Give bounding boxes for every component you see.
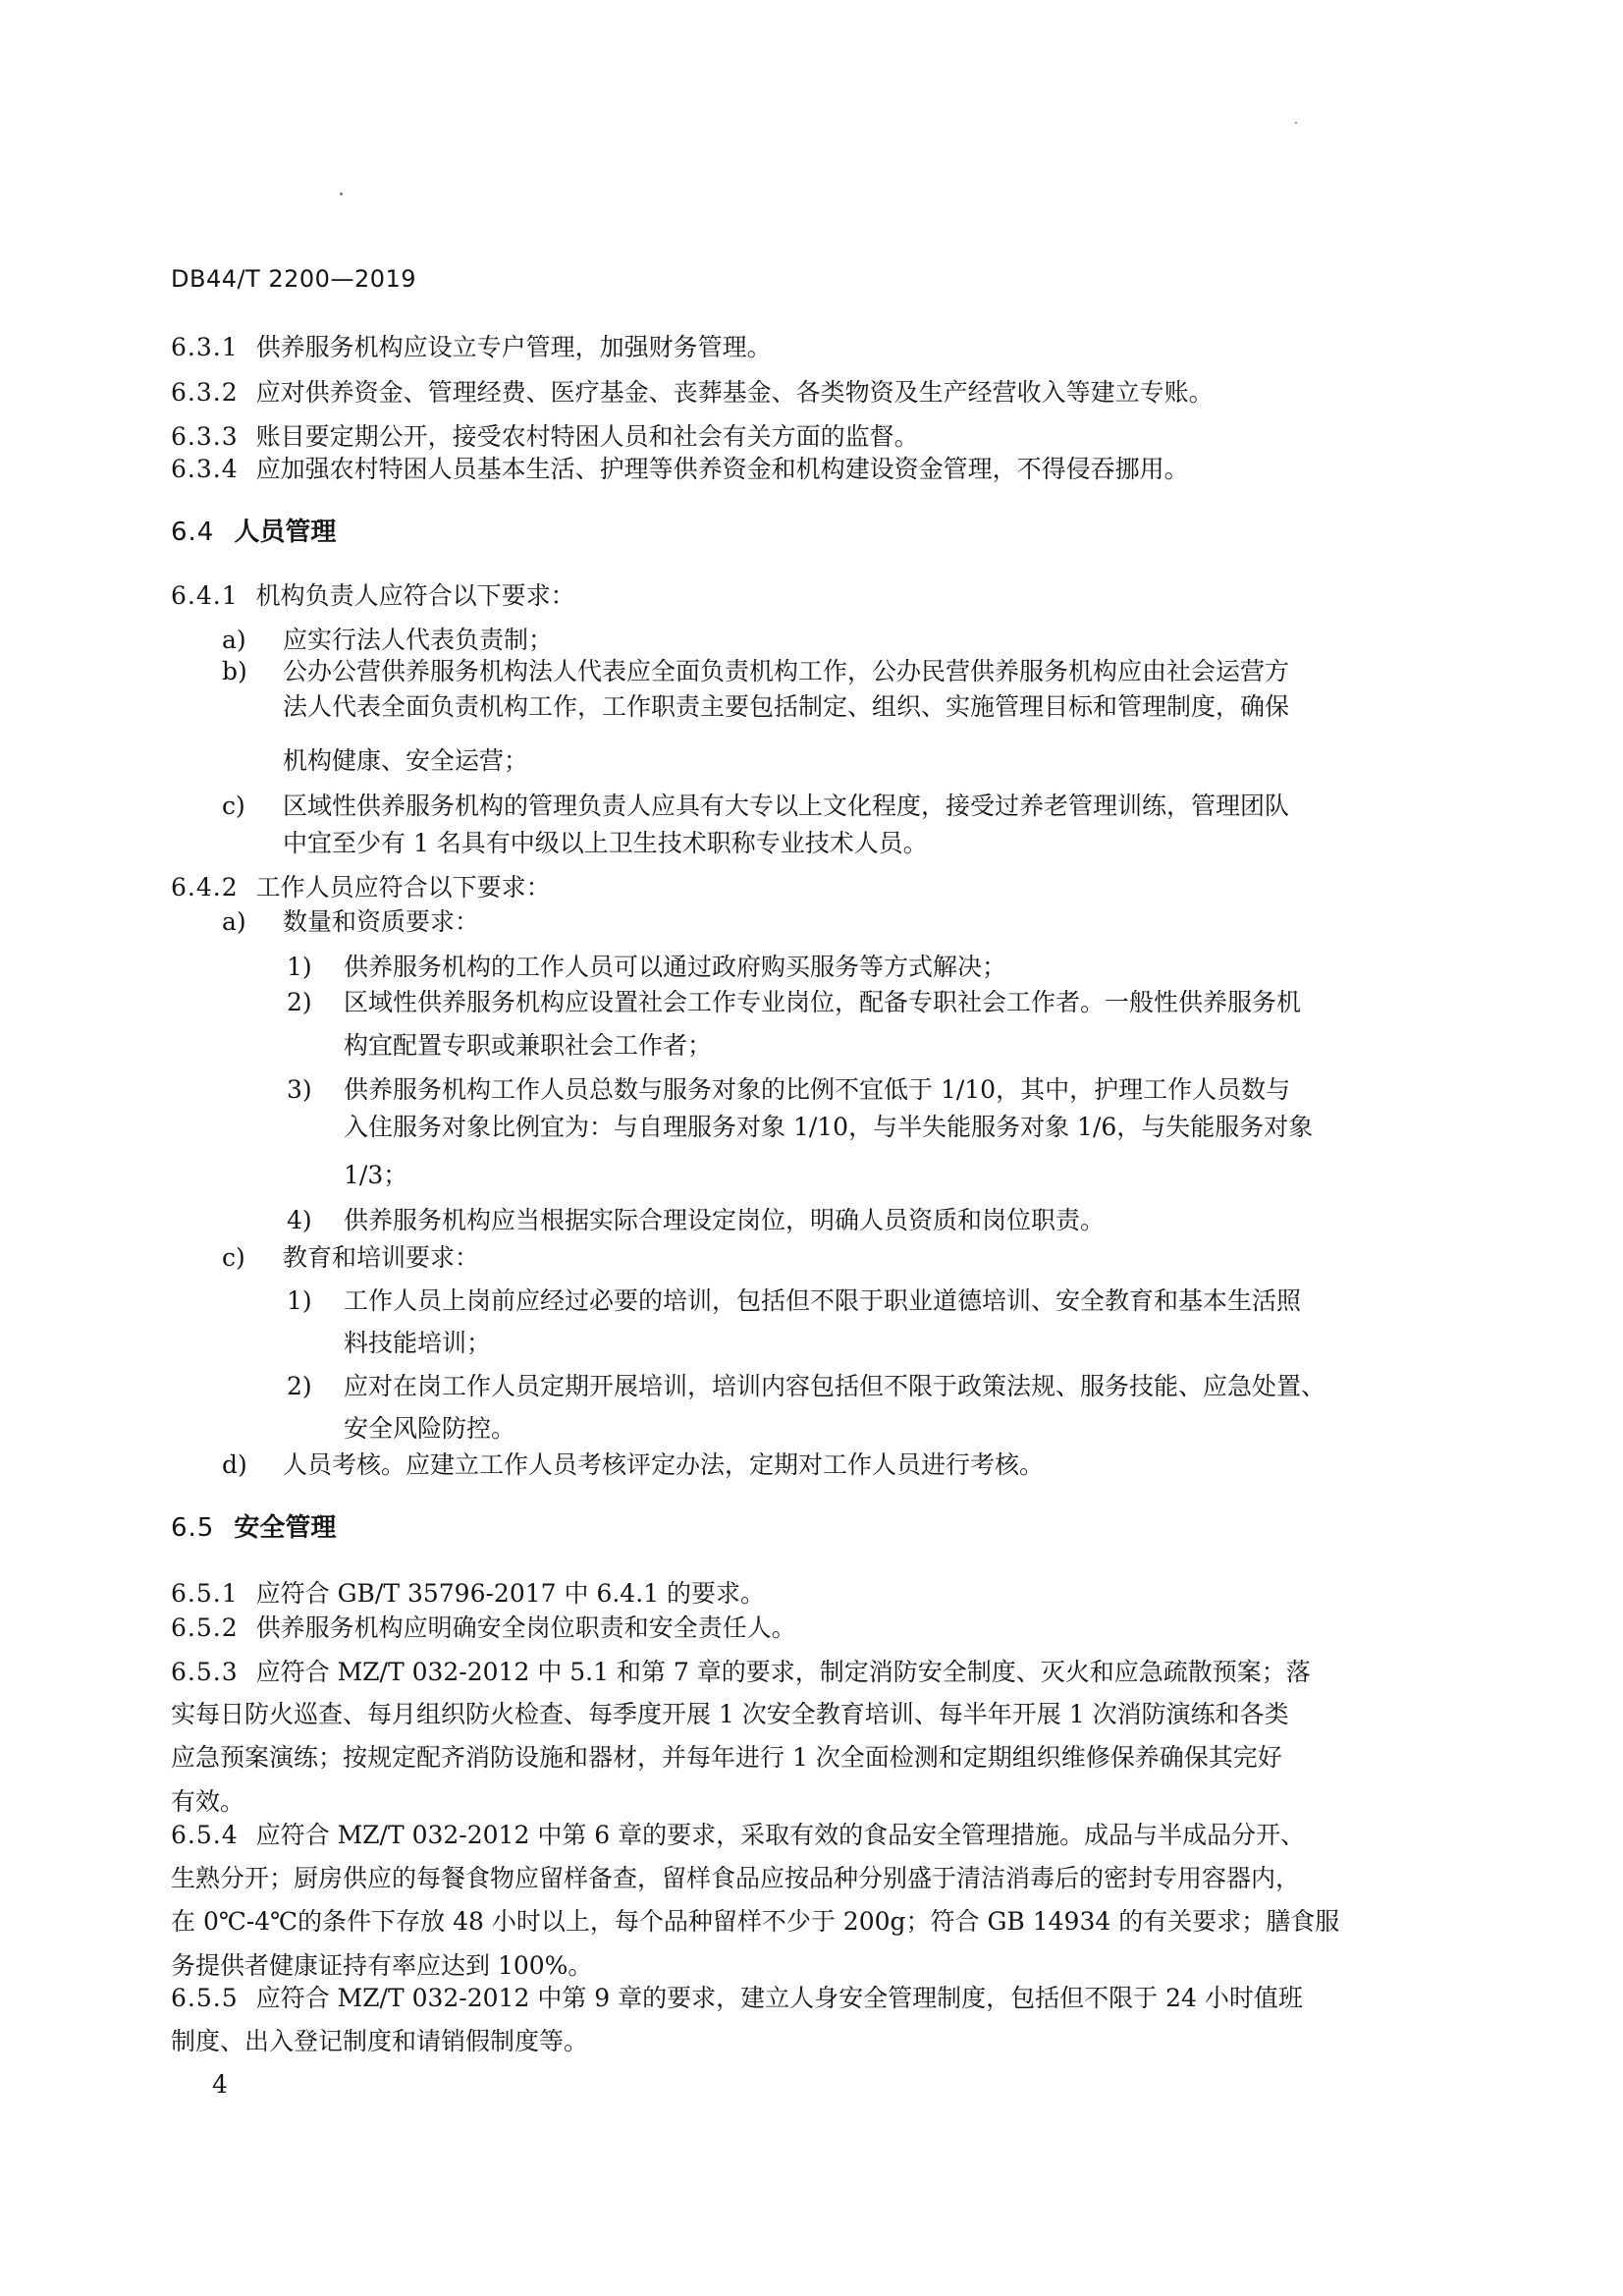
section-number: 6.5 xyxy=(171,1513,215,1543)
clause-6-3-1 xyxy=(171,333,772,362)
list-item-text: 中宜至少有 1 名具有中级以上卫生技术职称专业技术人员。 xyxy=(283,829,928,857)
clause-number: 6.4.2 xyxy=(171,873,239,902)
document-id-header: DB44/T 2200—2019 xyxy=(171,265,417,293)
sub-list-marker: 2) xyxy=(287,1372,312,1400)
clause-number: 6.5.1 xyxy=(171,1579,239,1608)
clause-6-5-1 xyxy=(171,1579,765,1609)
clause-number: 6.3.3 xyxy=(171,422,239,451)
clause-number: 6.3.1 xyxy=(171,333,239,361)
sub-list-item-text: 安全风险防控。 xyxy=(344,1414,516,1443)
list-item-text: 法人代表全面负责机构工作，工作职责主要包括制定、组织、实施管理目标和管理制度，确保 xyxy=(283,692,1290,721)
sub-list-item-text: 工作人员上岗前应经过必要的培训，包括但不限于职业道德培训、安全教育和基本生活照 xyxy=(344,1286,1302,1315)
list-marker: c) xyxy=(222,792,245,820)
page-number: 4 xyxy=(212,2070,228,2099)
sub-list-marker: 1) xyxy=(287,953,312,981)
clause-text: 应对供养资金、管理经费、医疗基金、丧葬基金、各类物资及生产经营收入等建立专账。 xyxy=(255,378,1214,407)
sub-list-item-text: 料技能培训； xyxy=(344,1329,492,1357)
sub-list-item-text: 供养服务机构工作人员总数与服务对象的比例不宜低于 1/10，其中，护理工作人员数与 xyxy=(344,1075,1291,1104)
clause-continuation: 务提供者健康证持有率应达到 100%。 xyxy=(171,1951,593,1980)
clause-number: 6.5.2 xyxy=(171,1613,239,1642)
clause-continuation: 应急预案演练；按规定配齐消防设施和器材，并每年进行 1 次全面检测和定期组织维修保养确保其完好 xyxy=(171,1743,1282,1772)
clause-text: 供养服务机构应明确安全岗位职责和安全责任人。 xyxy=(255,1613,796,1642)
clause-number: 6.3.2 xyxy=(171,378,239,407)
clause-continuation: 生熟分开；厨房供应的每餐食物应留样备查，留样食品应按品种分别盛于清洁消毒后的密封专用容器内， xyxy=(171,1864,1301,1892)
clause-text: 应符合 MZ/T 032-2012 中 5.1 和第 7 章的要求，制定消防安全制度、灭火和应急疏散预案；落 xyxy=(255,1658,1311,1686)
list-marker: a) xyxy=(222,626,246,654)
list-marker: c) xyxy=(222,1243,245,1272)
clause-number: 6.5.3 xyxy=(171,1658,239,1686)
clause-6-5-4 xyxy=(171,1821,1305,1850)
clause-text: 工作人员应符合以下要求： xyxy=(255,873,551,902)
list-marker: d) xyxy=(222,1450,247,1479)
clause-continuation: 制度、出入登记制度和请销假制度等。 xyxy=(171,2027,589,2055)
sub-list-item-text: 应对在岗工作人员定期开展培训，培训内容包括但不限于政策法规、服务技能、应急处置、 xyxy=(344,1372,1326,1400)
clause-6-3-4 xyxy=(171,455,1189,484)
clause-text: 应符合 GB/T 35796-2017 中 6.4.1 的要求。 xyxy=(255,1579,766,1608)
sub-list-item-text: 供养服务机构应当根据实际合理设定岗位，明确人员资质和岗位职责。 xyxy=(344,1206,1106,1234)
list-item-text: 人员考核。应建立工作人员考核评定办法，定期对工作人员进行考核。 xyxy=(283,1450,1045,1479)
clause-6-5-3 xyxy=(171,1658,1311,1687)
section-title: 人员管理 xyxy=(234,518,337,547)
list-item-text: 机构健康、安全运营； xyxy=(283,746,529,775)
list-marker: b) xyxy=(222,657,247,685)
sub-list-marker: 2) xyxy=(287,988,312,1016)
section-number: 6.4 xyxy=(171,518,215,547)
clause-text: 应符合 MZ/T 032-2012 中第 6 章的要求，采取有效的食品安全管理措施。成品与半成品分开、 xyxy=(255,1821,1306,1849)
clause-6-5-5 xyxy=(171,1984,1303,2013)
clause-6-5-2 xyxy=(171,1613,796,1643)
section-title: 安全管理 xyxy=(234,1513,337,1543)
list-item-text: 数量和资质要求： xyxy=(283,907,480,936)
clause-continuation: 实每日防火巡查、每月组织防火检查、每季度开展 1 次安全教育培训、每半年开展 1 次消防演练和各类 xyxy=(171,1700,1289,1728)
clause-text: 应符合 MZ/T 032-2012 中第 9 章的要求，建立人身安全管理制度，包括但不限于 24 小时值班 xyxy=(255,1984,1303,2012)
clause-6-3-3 xyxy=(171,422,919,452)
scan-speck xyxy=(1295,122,1297,124)
list-marker: a) xyxy=(222,907,246,936)
clause-continuation: 在 0℃-4℃的条件下存放 48 小时以上，每个品种留样不少于 200g；符合 GB 14934 的有关要求；膳食服 xyxy=(171,1907,1340,1936)
list-item-text: 公办公营供养服务机构法人代表应全面负责机构工作，公办民营供养服务机构应由社会运营方 xyxy=(283,657,1290,685)
sub-list-marker: 3) xyxy=(287,1075,312,1104)
clause-6-4-1 xyxy=(171,581,575,611)
sub-list-marker: 4) xyxy=(287,1206,312,1234)
sub-list-item-text: 区域性供养服务机构应设置社会工作专业岗位，配备专职社会工作者。一般性供养服务机 xyxy=(344,988,1302,1016)
list-item-text: 区域性供养服务机构的管理负责人应具有大专以上文化程度，接受过养老管理训练，管理团队 xyxy=(283,792,1290,820)
clause-text: 供养服务机构应设立专户管理，加强财务管理。 xyxy=(255,333,772,361)
clause-text: 机构负责人应符合以下要求： xyxy=(255,581,575,610)
sub-list-item-text: 入住服务对象比例宜为：与自理服务对象 1/10，与半失能服务对象 1/6，与失能服务对象 xyxy=(344,1113,1314,1141)
sub-list-item-text: 1/3； xyxy=(344,1161,408,1189)
list-item-text: 应实行法人代表负责制； xyxy=(283,626,554,654)
section-heading-6-5 xyxy=(171,1513,336,1543)
clause-6-3-2 xyxy=(171,378,1214,408)
clause-text: 应加强农村特困人员基本生活、护理等供养资金和机构建设资金管理，不得侵吞挪用。 xyxy=(255,455,1189,483)
sub-list-item-text: 构宜配置专职或兼职社会工作者； xyxy=(344,1031,713,1060)
clause-number: 6.5.4 xyxy=(171,1821,239,1849)
clause-text: 账目要定期公开，接受农村特困人员和社会有关方面的监督。 xyxy=(255,422,919,451)
list-item-text: 教育和培训要求： xyxy=(283,1243,480,1272)
clause-continuation: 有效。 xyxy=(171,1787,245,1816)
clause-number: 6.5.5 xyxy=(171,1984,239,2012)
clause-number: 6.4.1 xyxy=(171,581,239,610)
scan-speck xyxy=(340,192,343,195)
clause-number: 6.3.4 xyxy=(171,455,239,483)
section-heading-6-4 xyxy=(171,518,336,547)
sub-list-item-text: 供养服务机构的工作人员可以通过政府购买服务等方式解决； xyxy=(344,953,1007,981)
clause-6-4-2 xyxy=(171,873,551,902)
sub-list-marker: 1) xyxy=(287,1286,312,1315)
